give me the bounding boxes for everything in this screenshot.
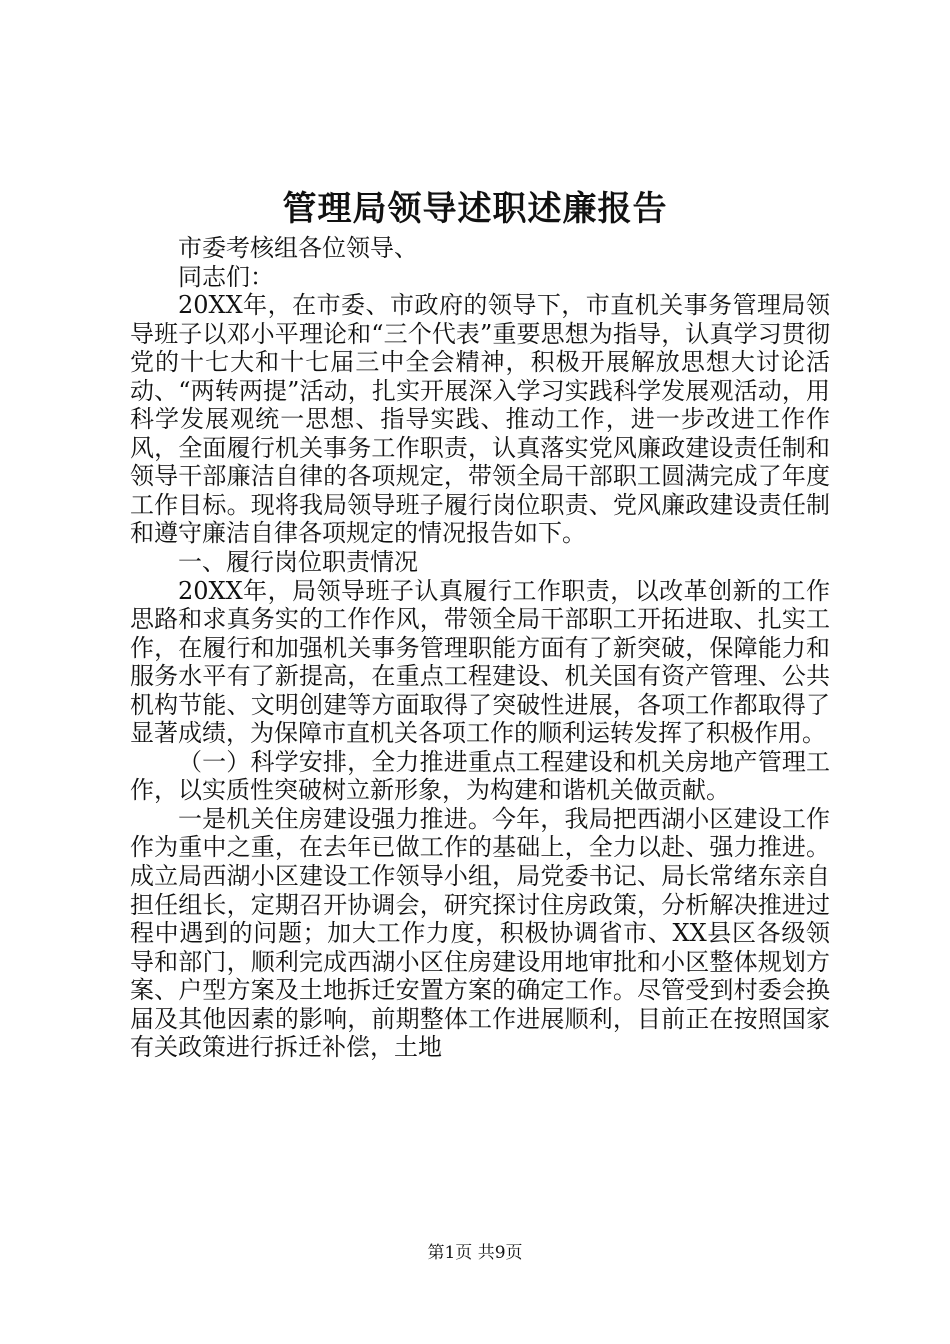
document-title: 管理局领导述职述廉报告 [282,189,668,229]
page-number-footer: 第1页 共9页 [427,1243,523,1263]
subsection-heading-1: （一）科学安排，全力推进重点工程建设和机关房地产管理工作，以实质性突破树立新形象，为构建和谐机关做贡献。 [130,747,830,805]
salutation-line-2: 同志们： [178,262,274,291]
paragraph-intro: 20XX年，在市委、市政府的领导下，市直机关事务管理局领导班子以邓小平理论和“三个代表”重要思想为指导，认真学习贯彻党的十七大和十七届三中全会精神，积极开展解放思想大讨论活动、“两转两提”活动，扎实开展深入学习实践科学发展观活动，用科学发展观统一思想、指导实践、推动工作，进一步改进工作作风，全面履行机关事务工作职责，认真落实党风廉政建设责任制和领导干部廉洁自律的各项规定，带领全局干部职工圆满完成了年度工作目标。现将我局领导班子履行岗位职责、党风廉政建设责任制和遵守廉洁自律各项规定的情况报告如下。 [130,291,830,548]
document-body [130,234,830,1062]
salutation-line-1: 市委考核组各位领导、 [178,234,418,262]
section-heading-1: 一、履行岗位职责情况 [178,548,418,577]
paragraph-housing: 一是机关住房建设强力推进。今年，我局把西湖小区建设工作作为重中之重，在去年已做工作的基础上，全力以赴、强力推进。成立局西湖小区建设工作领导小组，局党委书记、局长常绪东亲自担任组长，定期召开协调会，研究探讨住房政策，分析解决推进过程中遇到的问题；加大工作力度，积极协调省市、XX县区各级领导和部门，顺利完成西湖小区住房建设用地审批和小区整体规划方案、户型方案及土地拆迁安置方案的确定工作。尽管受到村委会换届及其他因素的影响，前期整体工作进展顺利，目前正在按照国家有关政策进行拆迁补偿，土地 [130,804,830,1062]
paragraph-section-1: 20XX年，局领导班子认真履行工作职责，以改革创新的工作思路和求真务实的工作作风，带领全局干部职工开拓进取、扎实工作，在履行和加强机关事务管理职能方面有了新突破，保障能力和服务水平有了新提高，在重点工程建设、机关国有资产管理、公共机构节能、文明创建等方面取得了突破性进展，各项工作都取得了显著成绩，为保障市直机关各项工作的顺利运转发挥了积极作用。 [130,576,830,748]
